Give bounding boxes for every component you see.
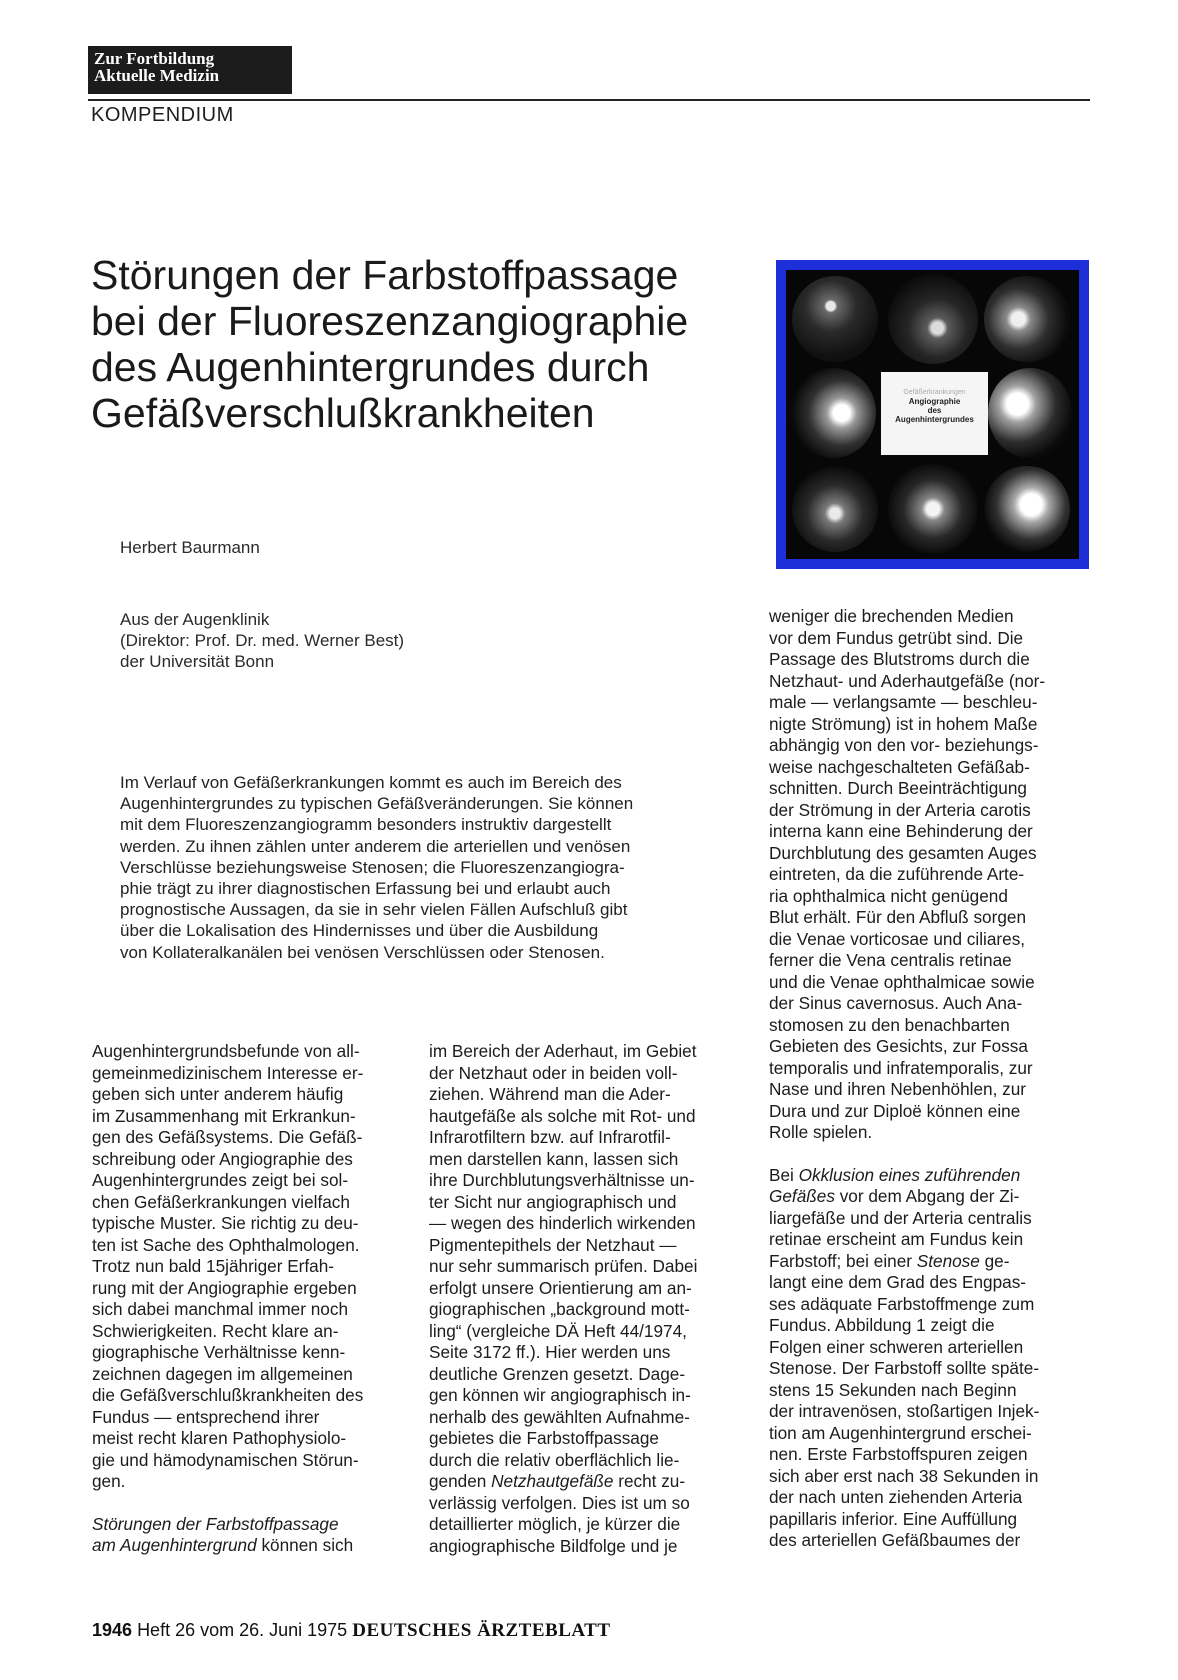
title-line: Gefäßverschlußkrankheiten	[91, 390, 595, 436]
body-line: ling“ (vergleiche DÄ Heft 44/1974,	[429, 1320, 687, 1341]
body-line: geben sich unter anderem häufig	[92, 1084, 344, 1104]
body-line: nur sehr summarisch prüfen. Dabei	[429, 1256, 698, 1276]
body-line: durch die relativ oberflächlich lie-	[429, 1449, 680, 1470]
body-line: Blut erhält. Für den Abfluß sorgen	[769, 907, 1026, 927]
body-line: stens 15 Sekunden nach Beginn	[769, 1379, 1017, 1400]
body-line: ses adäquate Farbstoffmenge zum	[769, 1293, 1035, 1314]
body-line: weise nachgeschalteten Gefäßab-	[769, 756, 1030, 777]
author-name: Herbert Baurmann	[120, 538, 260, 557]
text-run: recht zu-	[613, 1471, 686, 1491]
body-line: im Zusammenhang mit Erkrankun-	[92, 1105, 356, 1126]
body-line: gemeinmedizinischem Interesse er-	[92, 1062, 364, 1083]
paragraph-gap	[92, 1493, 363, 1514]
cover-photo-grid	[786, 270, 1079, 559]
body-column-1	[92, 1041, 363, 1557]
body-line: Schwierigkeiten. Recht klare an-	[92, 1320, 339, 1341]
body-line: gen.	[92, 1471, 126, 1491]
body-line: tion am Augenhintergrund erschei-	[769, 1422, 1032, 1443]
body-line: nen. Erste Farbstoffspuren zeigen	[769, 1444, 1028, 1464]
body-line: angiographische Bildfolge und je	[429, 1535, 678, 1556]
page-number: 1946	[92, 1620, 133, 1640]
body-line: vor dem Fundus getrübt sind. Die	[769, 627, 1024, 648]
body-line: weniger die brechenden Medien	[769, 606, 1014, 626]
cover-label: Gefäßerkrankungen	[903, 389, 966, 396]
body-line	[769, 1251, 1045, 1273]
affiliation	[120, 609, 404, 672]
journal-name: DEUTSCHES ÄRZTEBLATT	[352, 1620, 611, 1641]
body-line: schnitten. Durch Beeinträchtigung	[769, 778, 1027, 798]
body-line: die Venae vorticosae und ciliares,	[769, 928, 1026, 949]
body-line: Gebieten des Gesichts, zur Fossa	[769, 1036, 1028, 1056]
body-line: Nase und ihren Nebenhöhlen, zur	[769, 1079, 1027, 1099]
body-line: ria ophthalmica nicht genügend	[769, 885, 1008, 906]
body-line: im Bereich der Aderhaut, im Gebiet	[429, 1041, 697, 1061]
body-column-3	[769, 606, 1045, 1552]
body-line: nerhalb des gewählten Aufnahme-	[429, 1406, 690, 1427]
title-line: bei der Fluoreszenzangiographie	[91, 298, 689, 344]
cover-label: Angiographie	[908, 397, 961, 406]
body-line: liargefäße und der Arteria centralis	[769, 1207, 1032, 1228]
body-line: verlässig verfolgen. Dies ist um so	[429, 1492, 690, 1513]
body-line: Fundus. Abbildung 1 zeigt die	[769, 1315, 995, 1335]
body-line: Augenhintergrundes zeigt bei sol-	[92, 1170, 349, 1190]
body-line: Augenhintergrundsbefunde von all-	[92, 1041, 360, 1061]
body-line: langt eine dem Grad des Engpas-	[769, 1272, 1027, 1292]
text-run: können sich	[256, 1535, 354, 1555]
body-column-2	[429, 1041, 697, 1557]
section-label: KOMPENDIUM	[91, 104, 234, 126]
italic-phrase: am Augenhintergrund	[92, 1535, 257, 1555]
body-line: Folgen einer schweren arteriellen	[769, 1336, 1024, 1357]
book-cover-image	[776, 260, 1089, 569]
fundus-photo	[888, 464, 978, 554]
abstract-line: phie trägt zu ihrer diagnostischen Erfassung bei und erlaubt auch	[120, 879, 611, 899]
body-line: ter Sicht nur angiographisch und	[429, 1191, 677, 1212]
body-line: Fundus — entsprechend ihrer	[92, 1406, 320, 1427]
body-line: sich aber erst nach 38 Sekunden in	[769, 1465, 1039, 1486]
fundus-photo	[792, 276, 878, 362]
body-line: zeichnen dagegen im allgemeinen	[92, 1363, 353, 1384]
body-line: Rolle spielen.	[769, 1122, 873, 1142]
affiliation-line: (Direktor: Prof. Dr. med. Werner Best)	[120, 631, 405, 650]
body-line: die Gefäßverschlußkrankheiten des	[92, 1385, 364, 1405]
italic-phrase: Okklusion eines zuführenden	[798, 1164, 1021, 1185]
fundus-photo	[888, 274, 978, 364]
body-line	[769, 1186, 1045, 1208]
body-line: ziehen. Während man die Ader-	[429, 1084, 671, 1104]
body-line: Netzhaut- und Aderhautgefäße (nor-	[769, 670, 1046, 691]
text-run: ge-	[979, 1250, 1010, 1271]
body-line: schreibung oder Angiographie des	[92, 1148, 353, 1169]
cover-label: des	[927, 406, 942, 415]
cover-title-box	[881, 372, 988, 455]
body-line: giographische Verhältnisse kenn-	[92, 1342, 346, 1362]
body-line: ihre Durchblutungsverhältnisse un-	[429, 1170, 695, 1190]
text-run: Farbstoff; bei einer	[769, 1250, 917, 1271]
body-line: Störungen der Farbstoffpassage	[92, 1513, 339, 1534]
body-line: der Netzhaut oder in beiden voll-	[429, 1062, 678, 1083]
body-line: erfolgt unsere Orientierung am an-	[429, 1277, 692, 1298]
affiliation-line: Aus der Augenklinik	[120, 610, 270, 629]
body-line: deutliche Grenzen gesetzt. Dage-	[429, 1363, 686, 1384]
body-line: rung mit der Angiographie ergeben	[92, 1277, 357, 1298]
body-line: Dura und zur Diploë können eine	[769, 1100, 1021, 1121]
body-line: Pigmentepithels der Netzhaut —	[429, 1234, 677, 1255]
body-line: meist recht klaren Pathophysiolo-	[92, 1428, 347, 1448]
fundus-photo	[792, 466, 878, 552]
body-line	[429, 1471, 697, 1493]
body-line: detaillierter möglich, je kürzer die	[429, 1514, 681, 1534]
issue-info: Heft 26 vom 26. Juni 1975	[137, 1620, 348, 1640]
body-line: ferner die Vena centralis retinae	[769, 950, 1012, 970]
body-line: papillaris inferior. Eine Auffüllung	[769, 1508, 1018, 1529]
abstract-line: Verschlüsse beziehungsweise Stenosen; die Fluoreszenzangiogra-	[120, 857, 625, 877]
paragraph-gap	[769, 1144, 1045, 1165]
body-line: ten ist Sache des Ophthalmologen.	[92, 1234, 360, 1255]
italic-phrase: Stenose	[916, 1250, 980, 1271]
rubric-label	[88, 46, 292, 94]
article-title	[91, 252, 771, 436]
body-line: gen des Gefäßsystems. Die Gefäß-	[92, 1127, 363, 1147]
fundus-photo	[984, 276, 1070, 362]
abstract-line: von Kollateralkanälen bei venösen Verschlüssen oder Stenosen.	[120, 942, 605, 962]
body-line: gie und hämodynamischen Störun-	[92, 1449, 359, 1470]
body-line: des arteriellen Gefäßbaumes der	[769, 1530, 1021, 1550]
abstract-line: über die Lokalisation des Hindernisses und über die Ausbildung	[120, 921, 599, 941]
fundus-photo	[790, 368, 876, 458]
body-line: giographischen „background mott-	[429, 1299, 690, 1319]
body-line: — wegen des hinderlich wirkenden	[429, 1213, 696, 1233]
body-line: der nach unten ziehenden Arteria	[769, 1487, 1023, 1507]
rubric-line-1: Zur Fortbildung	[94, 49, 215, 68]
abstract-line: mit dem Fluoreszenzangiogramm besonders instruktiv dargestellt	[120, 815, 612, 835]
body-line	[769, 1165, 1045, 1187]
text-run: Bei	[769, 1164, 799, 1185]
fundus-photo	[988, 368, 1072, 458]
body-line: der Sinus cavernosus. Auch Ana-	[769, 993, 1023, 1013]
body-line: male — verlangsamte — beschleu-	[769, 692, 1038, 712]
italic-phrase: Gefäßes	[769, 1186, 835, 1206]
abstract-line: Im Verlauf von Gefäßerkrankungen kommt es auch im Bereich des	[120, 773, 622, 792]
title-line: Störungen der Farbstoffpassage	[91, 252, 679, 298]
body-line: abhängig von den vor- beziehungs-	[769, 735, 1039, 755]
body-line: der Strömung in der Arteria carotis	[769, 799, 1031, 820]
body-line: Durchblutung des gesamten Auges	[769, 842, 1037, 863]
body-line: gen können wir angiographisch in-	[429, 1385, 691, 1405]
text-run: genden	[429, 1471, 492, 1491]
body-line: hautgefäße als solche mit Rot- und	[429, 1105, 696, 1126]
rubric-line-2: Aktuelle Medizin	[94, 66, 220, 85]
body-line: Trotz nun bald 15jähriger Erfah-	[92, 1256, 335, 1276]
body-line: und die Venae ophthalmicae sowie	[769, 971, 1035, 992]
abstract-line: Augenhintergrundes zu typischen Gefäßveränderungen. Sie können	[120, 794, 634, 814]
abstract-line: prognostische Aussagen, da sie in sehr vielen Fällen Aufschluß gibt	[120, 900, 628, 920]
body-line: sich dabei manchmal immer noch	[92, 1299, 349, 1319]
body-line: typische Muster. Sie richtig zu deu-	[92, 1213, 359, 1233]
body-line: Infrarotfiltern bzw. auf Infrarotfil-	[429, 1127, 671, 1147]
text-run: vor dem Abgang der Zi-	[834, 1186, 1020, 1206]
header-rule	[88, 99, 1090, 101]
title-line: des Augenhintergrundes durch	[91, 344, 650, 390]
body-line: Seite 3172 ff.). Hier werden uns	[429, 1342, 671, 1362]
cover-label: Augenhintergrundes	[895, 415, 974, 424]
body-line: interna kann eine Behinderung der	[769, 821, 1033, 841]
body-line	[92, 1535, 363, 1557]
page-footer	[92, 1620, 611, 1642]
body-line: men darstellen kann, lassen sich	[429, 1148, 679, 1169]
fundus-photo	[984, 466, 1070, 552]
body-line: Stenose. Der Farbstoff sollte späte-	[769, 1358, 1040, 1378]
body-line: nigte Strömung) ist in hohem Maße	[769, 713, 1038, 734]
body-line: temporalis und infratemporalis, zur	[769, 1057, 1033, 1078]
body-line: chen Gefäßerkrankungen vielfach	[92, 1191, 350, 1212]
italic-phrase: Netzhautgefäße	[491, 1471, 614, 1491]
body-line: Passage des Blutstroms durch die	[769, 649, 1030, 669]
abstract-line: werden. Zu ihnen zählen unter anderem die arteriellen und venösen	[120, 836, 631, 856]
body-line: der intravenösen, stoßartigen Injek-	[769, 1401, 1040, 1421]
body-line: retinae erscheint am Fundus kein	[769, 1229, 1024, 1249]
body-line: stomosen zu den benachbarten	[769, 1014, 1010, 1035]
body-line: eintreten, da die zuführende Arte-	[769, 864, 1025, 884]
abstract	[120, 772, 633, 963]
affiliation-line: der Universität Bonn	[120, 652, 275, 671]
body-line: gebietes die Farbstoffpassage	[429, 1428, 659, 1448]
